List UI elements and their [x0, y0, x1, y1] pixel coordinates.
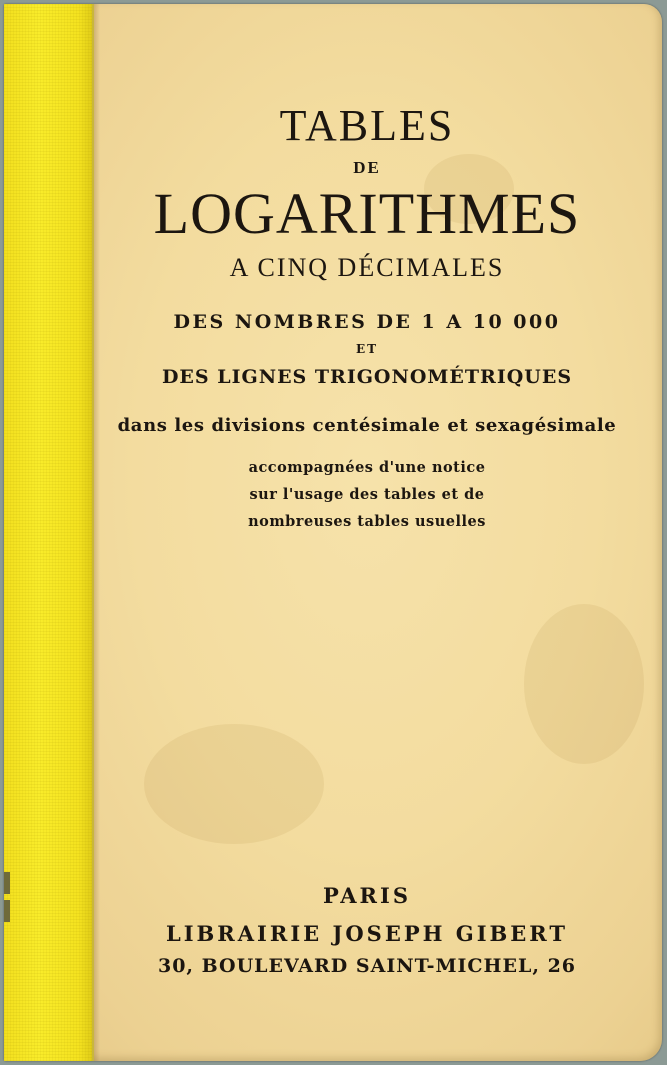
title-de: DE [353, 158, 381, 177]
spine-binding-mark [4, 900, 10, 922]
line-divisions: dans les divisions centésimale et sexagésimale [117, 415, 617, 436]
publisher-address: 30, BOULEVARD SAINT-MICHEL, 26 [157, 955, 577, 977]
cloth-spine [4, 4, 94, 1061]
publisher-city: PARIS [323, 883, 411, 908]
title-tables: TABLES [279, 101, 455, 150]
spine-binding-mark [4, 872, 10, 894]
notice-line-3: nombreuses tables usuelles [248, 513, 486, 530]
cover-text [100, 0, 634, 1065]
subtitle-cinq-decimales: A CINQ DÉCIMALES [229, 253, 505, 282]
line-nombres: DES NOMBRES DE 1 A 10 000 [173, 311, 561, 333]
notice-line-2: sur l'usage des tables et de [249, 486, 485, 503]
line-lignes-trigonometriques: DES LIGNES TRIGONOMÉTRIQUES [161, 366, 573, 388]
line-et: ET [355, 342, 379, 356]
notice-line-1: accompagnées d'une notice [248, 459, 486, 476]
title-logarithmes: LOGARITHMES [153, 181, 581, 246]
publisher-name: LIBRAIRIE JOSEPH GIBERT [165, 921, 569, 946]
